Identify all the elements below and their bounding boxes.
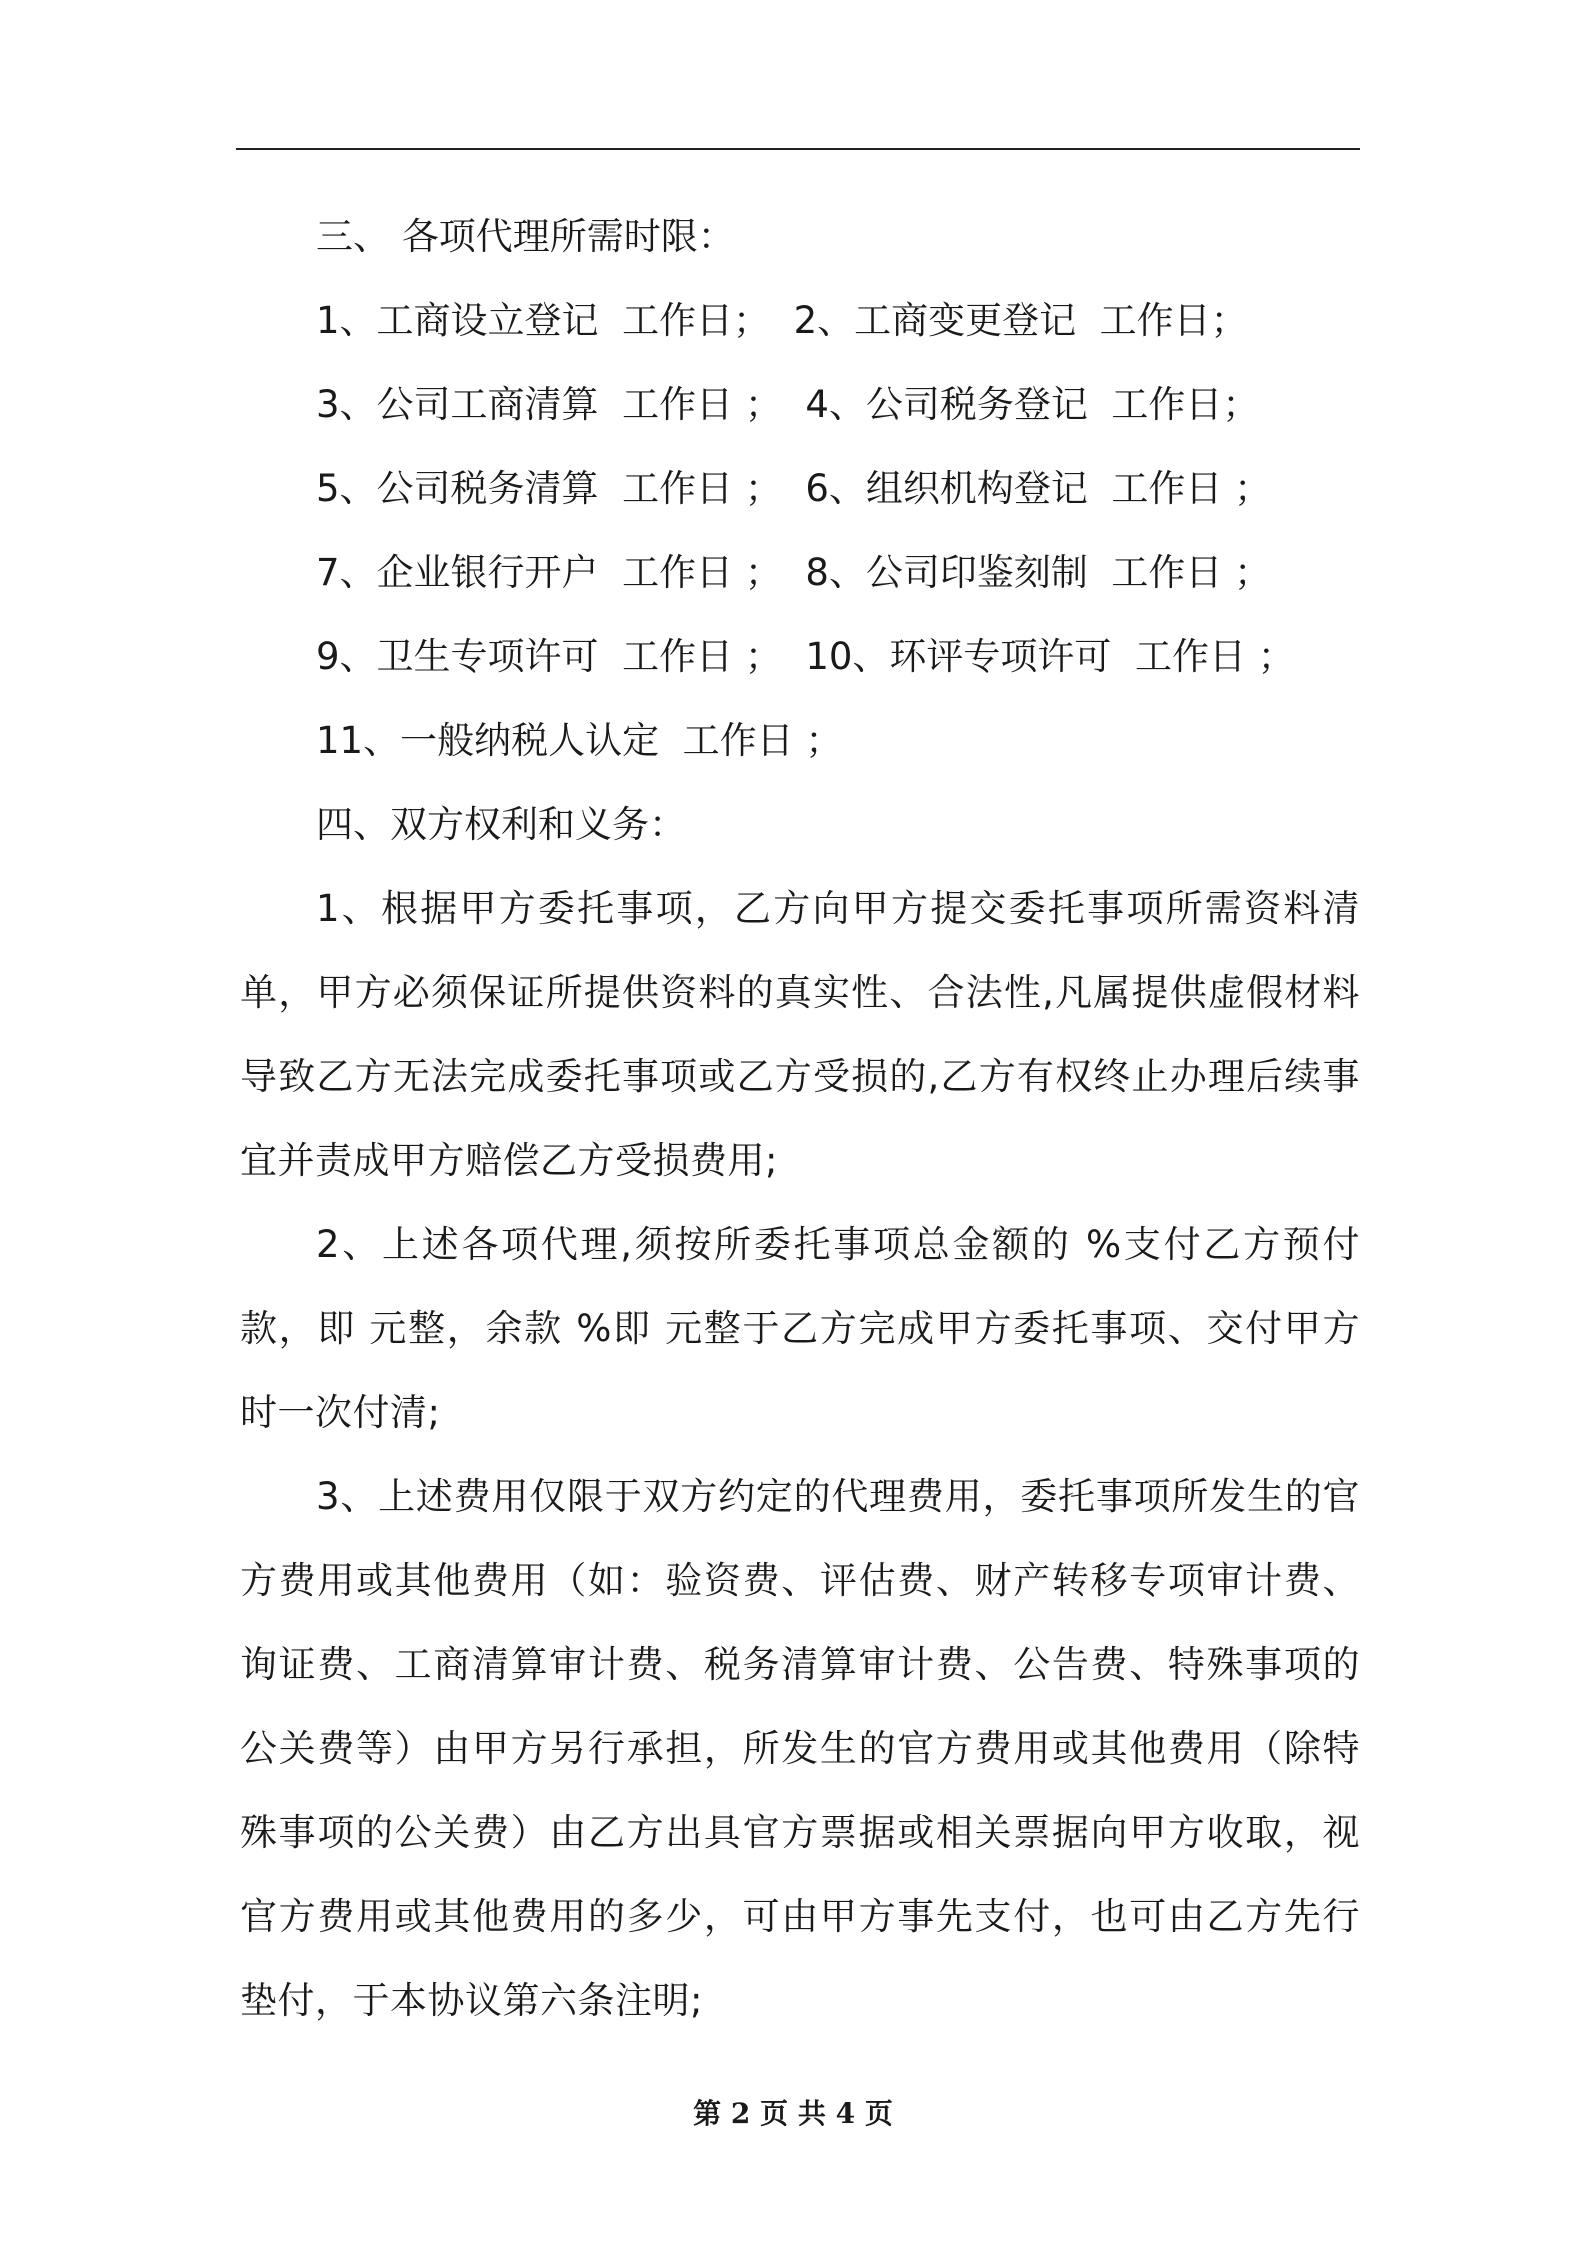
section-3-title: 三、 各项代理所需时限：: [316, 215, 735, 258]
timeline-line-3: 5、公司税务清算 工作日 ； 6、组织机构登记 工作日 ；: [316, 467, 1272, 510]
section-4-title: 四、双方权利和义务：: [316, 803, 686, 846]
timeline-line-5: 9、卫生专项许可 工作日 ； 10、环评专项许可 工作日 ；: [316, 635, 1295, 678]
obligation-paragraph-1: 1、根据甲方委托事项，乙方向甲方提交委托事项所需资料清单，甲方必须保证所提供资料的真实性、合法性,凡属提供虚假材料导致乙方无法完成委托事项或乙方受损的,乙方有权终止办理后续事宜并责成甲方赔偿乙方受损费用;: [240, 887, 1360, 1182]
header-rule: [236, 148, 1360, 150]
obligation-paragraph-3: 3、上述费用仅限于双方约定的代理费用，委托事项所发生的官方费用或其他费用（如：验资费、评估费、财产转移专项审计费、询证费、工商清算审计费、税务清算审计费、公告费、特殊事项的公关费等）由甲方另行承担，所发生的官方费用或其他费用（除特殊事项的公关费）由乙方出具官方票据或相关票据向甲方收取，视官方费用或其他费用的多少，可由甲方事先支付，也可由乙方先行垫付，于本协议第六条注明;: [240, 1475, 1360, 2022]
timeline-line-6: 11、一般纳税人认定 工作日 ；: [316, 719, 843, 762]
page-number: 第 2 页 共 4 页: [693, 2097, 893, 2130]
timeline-line-1: 1、工商设立登记 工作日； 2、工商变更登记 工作日；: [316, 299, 1248, 342]
obligation-paragraph-2: 2、上述各项代理,须按所委托事项总金额的 %支付乙方预付款，即 元整，余款 %即 元整于乙方完成甲方委托事项、交付甲方时一次付清;: [240, 1223, 1360, 1434]
timeline-line-4: 7、企业银行开户 工作日 ； 8、公司印鉴刻制 工作日 ；: [316, 551, 1272, 594]
timeline-line-2: 3、公司工商清算 工作日 ； 4、公司税务登记 工作日；: [316, 383, 1260, 426]
document-body: [240, 195, 1360, 2043]
